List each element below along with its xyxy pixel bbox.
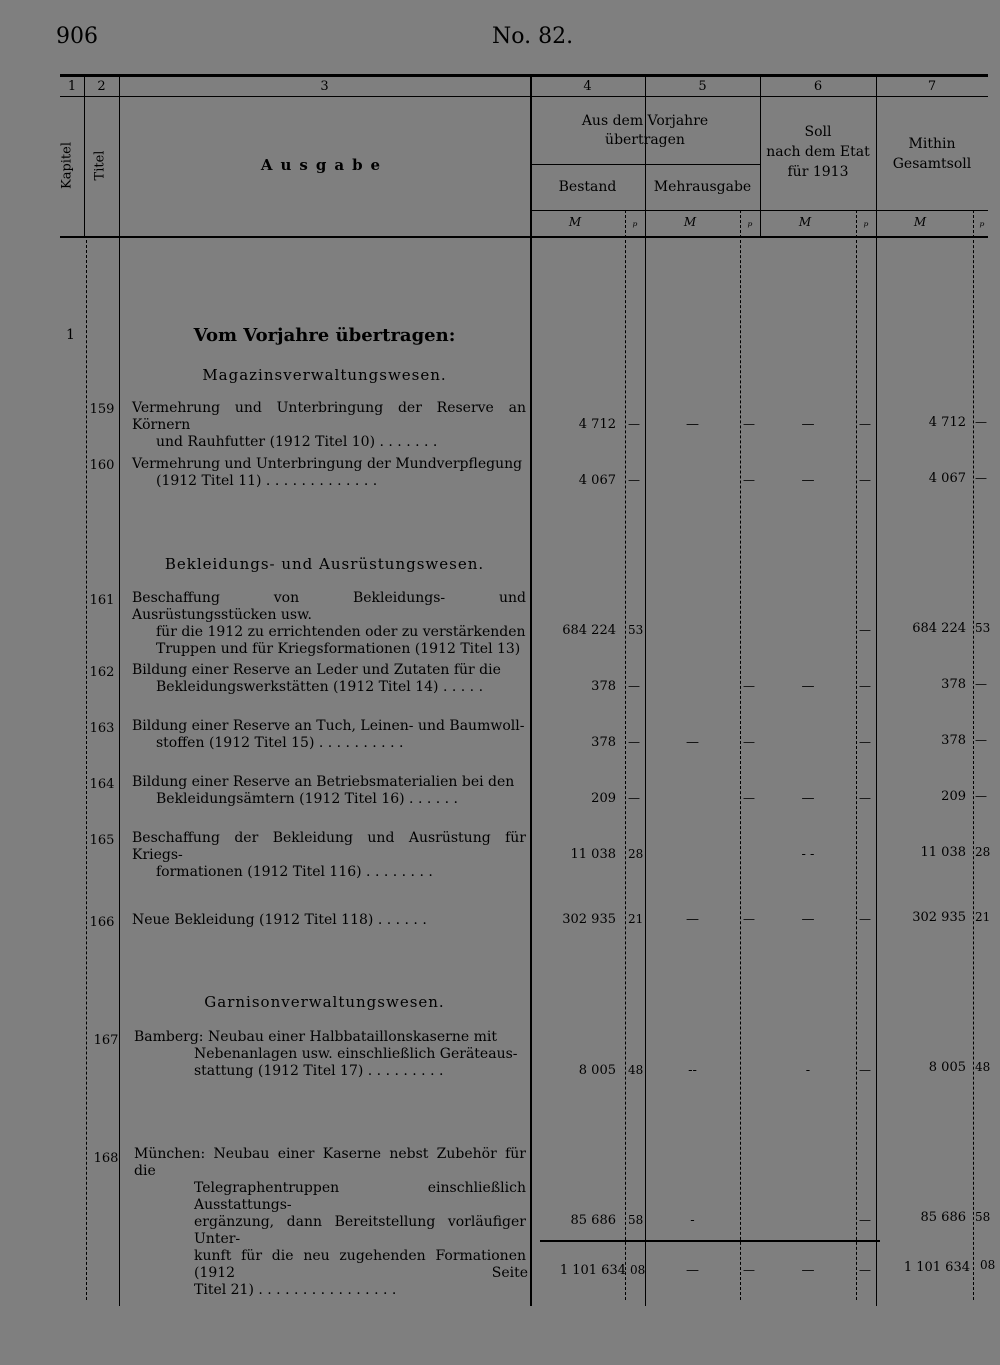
- pf-divider-7: [973, 210, 974, 1300]
- soll-pf: —: [859, 1063, 871, 1077]
- sum-mehrausgabe-pf: —: [743, 1263, 755, 1277]
- total-marks: 378: [941, 677, 966, 692]
- pf-divider-6: [856, 210, 857, 1300]
- titel-number: 164: [89, 777, 115, 792]
- bestand-marks: 378: [591, 679, 616, 694]
- unit-pf-5: ₚ: [747, 215, 753, 229]
- bestand-pf: 48: [628, 1063, 644, 1077]
- unit-mark-6: M: [798, 215, 812, 229]
- unit-mark-7: M: [913, 215, 927, 229]
- sum-bestand-pf: 08: [630, 1263, 646, 1277]
- description-line: Telegraphentruppen einschließlich Ausstattungs-: [194, 1180, 526, 1213]
- sum-total-marks: 1 101 634: [903, 1260, 970, 1275]
- bestand-marks: 4 067: [578, 473, 616, 488]
- total-marks: 378: [941, 733, 966, 748]
- header-bottom-rule: [60, 236, 988, 238]
- bestand-pf: —: [628, 735, 640, 749]
- bestand-pf: 58: [628, 1213, 644, 1227]
- bestand-pf: 53: [628, 623, 644, 637]
- titel-header: Titel: [92, 150, 108, 181]
- soll-marks: - -: [801, 847, 815, 862]
- row-description: [132, 456, 526, 490]
- unit-pf-4: ₚ: [632, 215, 638, 229]
- page-number: 906: [56, 24, 98, 49]
- mehrausgabe-marks: —: [686, 912, 699, 927]
- soll-marks: —: [801, 473, 815, 488]
- colnum-2: 2: [97, 79, 106, 94]
- bestand-pf: —: [628, 679, 640, 693]
- soll-pf: —: [859, 1213, 871, 1227]
- bestand-marks: 302 935: [562, 912, 616, 927]
- soll-pf: —: [859, 417, 871, 431]
- mehrausgabe-marks: —: [686, 735, 699, 750]
- carried-over-header: Aus dem Vorjahre übertragen: [581, 113, 709, 148]
- titel-number: 168: [93, 1151, 119, 1166]
- soll-pf: —: [859, 791, 871, 805]
- total-marks: 11 038: [920, 845, 966, 860]
- bestand-marks: 209: [591, 791, 616, 806]
- total-pf: 28: [975, 845, 991, 859]
- sum-soll-marks: —: [801, 1263, 815, 1278]
- document-number: No. 82.: [492, 24, 574, 49]
- unit-mark-5: M: [683, 215, 697, 229]
- soll-header-3: für 1913: [787, 164, 849, 180]
- soll-marks: —: [801, 912, 815, 927]
- mehrausgabe-pf: —: [743, 791, 755, 805]
- ausgabe-header: Ausgabe: [260, 156, 389, 174]
- description-line: Bildung einer Reserve an Betriebsmaterialien bei den: [132, 774, 515, 790]
- soll-pf: —: [859, 473, 871, 487]
- mehrausgabe-header: Mehrausgabe: [653, 179, 752, 195]
- titel-number: 167: [93, 1033, 119, 1048]
- colnum-6: 6: [813, 79, 823, 94]
- row-description: [132, 718, 526, 752]
- unit-rule: [530, 210, 988, 211]
- row-description: [132, 830, 526, 881]
- description-line: Truppen und für Kriegsformationen (1912 Titel 13): [156, 641, 521, 657]
- mehrausgabe-marks: —: [686, 417, 699, 432]
- soll-pf: —: [859, 912, 871, 926]
- row-description: [132, 400, 526, 451]
- description-line: Bildung einer Reserve an Tuch, Leinen- und Baumwoll-: [132, 718, 525, 734]
- pf-divider-5: [740, 210, 741, 1300]
- soll-marks: —: [801, 791, 815, 806]
- row-description: [132, 662, 526, 696]
- soll-marks: —: [801, 417, 815, 432]
- unit-mark-4: M: [568, 215, 582, 229]
- mehrausgabe-pf: —: [743, 912, 755, 926]
- description-line: stattung (1912 Titel 17) . . . . . . . . .: [194, 1063, 444, 1079]
- total-marks: 4 067: [928, 471, 966, 486]
- bestand-pf: 28: [628, 847, 644, 861]
- total-pf: —: [975, 789, 987, 803]
- sum-soll-pf: —: [859, 1263, 871, 1277]
- total-marks: 302 935: [912, 910, 966, 925]
- description-line: Nebenanlagen usw. einschließlich Geräteaus-: [194, 1046, 518, 1062]
- titel-number: 161: [89, 593, 115, 608]
- row-description: [132, 774, 526, 808]
- row-description: [132, 590, 526, 658]
- sum-mehrausgabe-marks: —: [686, 1263, 699, 1278]
- description-line: Beschaffung der Bekleidung und Ausrüstung für Kriegs-: [132, 830, 526, 863]
- soll-marks: -: [805, 1063, 811, 1078]
- row-description: [134, 1146, 526, 1299]
- sum-bestand-marks: 1 101 634: [559, 1263, 626, 1278]
- section-heading: Garnisonverwaltungswesen.: [204, 993, 445, 1011]
- bestand-marks: 8 005: [578, 1063, 616, 1078]
- description-line: Bamberg: Neubau einer Halbbataillonskaserne mit: [134, 1029, 497, 1045]
- description-line: Vermehrung und Unterbringung der Reserve an Körnern: [132, 400, 526, 433]
- section-heading: Bekleidungs- und Ausrüstungswesen.: [164, 555, 485, 573]
- mehrausgabe-marks: --: [688, 1063, 697, 1078]
- description-line: Beschaffung von Bekleidungs- und Ausrüstungsstücken usw.: [132, 590, 526, 623]
- sum-rule: [540, 1240, 880, 1242]
- colnum-7: 7: [927, 79, 937, 94]
- colnum-3: 3: [320, 79, 329, 94]
- col-divider-1: [84, 76, 85, 236]
- row-description: [132, 912, 526, 929]
- total-pf: 53: [975, 621, 991, 635]
- description-line: für die 1912 zu errichtenden oder zu verstärkenden: [156, 624, 526, 640]
- description-line: ergänzung, dann Bereitstellung vorläufiger Unter-: [194, 1214, 526, 1247]
- total-pf: 58: [975, 1210, 991, 1224]
- bestand-pf: —: [628, 417, 640, 431]
- description-line: Vermehrung und Unterbringung der Mundverpflegung: [132, 456, 523, 472]
- total-marks: 684 224: [912, 621, 966, 636]
- titel-number: 160: [89, 458, 115, 473]
- col-divider-4: [645, 76, 646, 1306]
- mehrausgabe-pf: —: [743, 473, 755, 487]
- description-line: stoffen (1912 Titel 15) . . . . . . . . . .: [156, 735, 404, 751]
- titel-number: 165: [89, 833, 115, 848]
- description-line: Titel 21) . . . . . . . . . . . . . . . .: [194, 1282, 397, 1298]
- total-pf: —: [975, 415, 987, 429]
- top-rule: [60, 74, 988, 77]
- unit-pf-7: ₚ: [979, 215, 985, 229]
- mehrausgabe-pf: —: [743, 679, 755, 693]
- colnum-rule: [60, 96, 988, 97]
- main-heading: Vom Vorjahre übertragen:: [193, 325, 456, 346]
- bestand-marks: 85 686: [570, 1213, 616, 1228]
- description-line: kunft für die neu zugehenden Formationen (1912: [194, 1248, 526, 1281]
- soll-header-1: Soll: [804, 124, 832, 140]
- colnum-1: 1: [67, 79, 77, 94]
- titel-number: 162: [89, 665, 115, 680]
- description-line: formationen (1912 Titel 116) . . . . . . . .: [156, 864, 433, 880]
- pf-divider-4: [625, 210, 626, 1300]
- total-pf: —: [975, 471, 987, 485]
- bestand-marks: 11 038: [570, 847, 616, 862]
- description-line: München: Neubau einer Kaserne nebst Zubehör für die: [134, 1146, 526, 1179]
- soll-pf: —: [859, 679, 871, 693]
- description-line: Bildung einer Reserve an Leder und Zutaten für die: [132, 662, 501, 678]
- seite-label: Seite: [491, 1265, 528, 1281]
- bestand-pf: 21: [628, 912, 644, 926]
- total-marks: 4 712: [928, 415, 966, 430]
- description-line: Bekleidungsämtern (1912 Titel 16) . . . . . .: [156, 791, 459, 807]
- total-marks: 8 005: [928, 1060, 966, 1075]
- titel-number: 166: [89, 915, 115, 930]
- mehrausgabe-pf: —: [743, 735, 755, 749]
- bestand-pf: —: [628, 473, 640, 487]
- description-line: Neue Bekleidung (1912 Titel 118) . . . . . .: [132, 912, 427, 928]
- total-pf: —: [975, 733, 987, 747]
- description-line: und Rauhfutter (1912 Titel 10) . . . . . . .: [156, 434, 438, 450]
- colnum-4: 4: [583, 79, 592, 94]
- bestand-header: Bestand: [558, 179, 617, 195]
- bestand-marks: 4 712: [578, 417, 616, 432]
- sum-total-pf: 08: [980, 1258, 996, 1272]
- total-header-2: Gesamtsoll: [892, 156, 972, 172]
- titel-number: 163: [89, 721, 115, 736]
- soll-header-2: nach dem Etat: [766, 144, 870, 160]
- total-header-1: Mithin: [908, 136, 956, 152]
- soll-marks: —: [801, 679, 815, 694]
- bestand-marks: 378: [591, 735, 616, 750]
- total-pf: 21: [975, 910, 991, 924]
- total-pf: —: [975, 677, 987, 691]
- bestand-marks: 684 224: [562, 623, 616, 638]
- mehrausgabe-pf: —: [743, 417, 755, 431]
- soll-pf: —: [859, 623, 871, 637]
- bestand-pf: —: [628, 791, 640, 805]
- kapitel-header: Kapitel: [59, 141, 75, 190]
- row-description: [134, 1029, 526, 1080]
- description-line: (1912 Titel 11) . . . . . . . . . . . . .: [156, 473, 378, 489]
- total-marks: 209: [941, 789, 966, 804]
- kapitel-number: 1: [66, 327, 75, 343]
- col-divider-2: [119, 76, 120, 1306]
- titel-number: 159: [89, 402, 115, 417]
- mehrausgabe-marks: -: [690, 1213, 695, 1228]
- unit-pf-6: ₚ: [863, 215, 869, 229]
- description-line: Bekleidungswerkstätten (1912 Titel 14) . . . . .: [156, 679, 484, 695]
- soll-pf: —: [859, 735, 871, 749]
- colnum-5: 5: [698, 79, 707, 94]
- section-heading: Magazinsverwaltungswesen.: [202, 366, 447, 384]
- total-marks: 85 686: [920, 1210, 966, 1225]
- total-pf: 48: [975, 1060, 991, 1074]
- kapitel-divider: [86, 240, 87, 1300]
